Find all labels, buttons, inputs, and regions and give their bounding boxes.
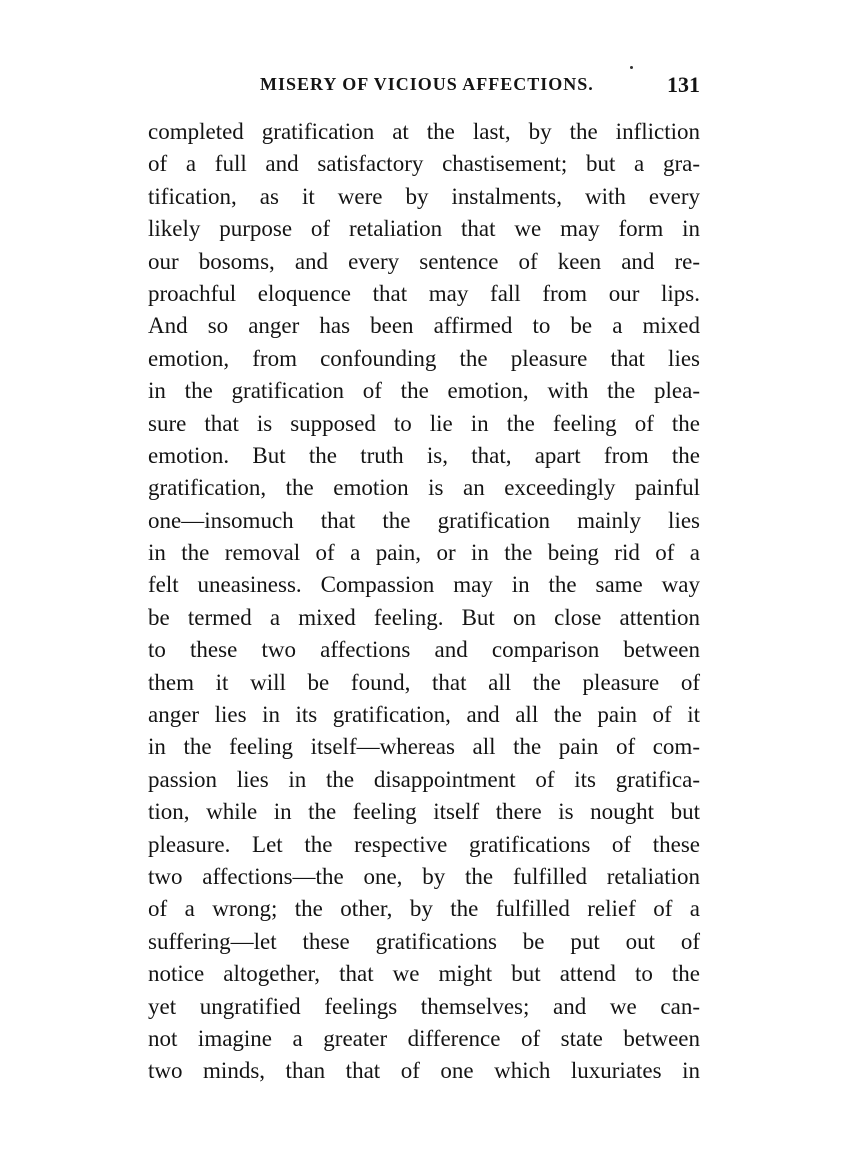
text-line: of a full and satisfactory chastisement; but a gra-: [148, 151, 700, 177]
text-line: notice altogether, that we might but attend to the: [148, 961, 700, 987]
text-line: likely purpose of retaliation that we may form in: [148, 216, 700, 242]
text-line: passion lies in the disappointment of its gratifica-: [148, 766, 700, 792]
text-line: anger lies in its gratification, and all the pain of it: [148, 702, 700, 728]
text-line: pleasure. Let the respective gratifications of these: [148, 831, 700, 857]
running-title: MISERY OF VICIOUS AFFECTIONS.: [260, 74, 594, 94]
text-line: one—insomuch that the gratification mainly lies: [148, 507, 700, 533]
text-line: in the feeling itself—whereas all the pain of com-: [148, 734, 700, 760]
page-number: 131: [667, 72, 700, 97]
text-line: gratification, the emotion is an exceedingly painful: [148, 475, 700, 501]
ink-speck: [630, 66, 633, 69]
text-line: felt uneasiness. Compassion may in the same way: [148, 572, 700, 598]
text-line: to these two affections and comparison between: [148, 637, 700, 663]
text-line: proachful eloquence that may fall from our lips.: [148, 280, 700, 306]
text-line: yet ungratified feelings themselves; and we can-: [148, 993, 700, 1019]
text-line: tification, as it were by instalments, with every: [148, 183, 700, 209]
running-head: [148, 74, 700, 104]
text-line: be termed a mixed feeling. But on close attention: [148, 604, 700, 630]
text-line: emotion, from confounding the pleasure that lies: [148, 345, 700, 371]
text-line: two minds, than that of one which luxuriates in: [148, 1058, 700, 1084]
text-line: our bosoms, and every sentence of keen and re-: [148, 248, 700, 274]
text-line: suffering—let these gratifications be put out of: [148, 928, 700, 954]
text-line: And so anger has been affirmed to be a mixed: [148, 313, 700, 339]
text-line: them it will be found, that all the pleasure of: [148, 669, 700, 695]
body-text: [148, 116, 700, 1088]
text-line: two affections—the one, by the fulfilled retaliation: [148, 863, 700, 889]
text-line: sure that is supposed to lie in the feeling of the: [148, 410, 700, 436]
text-line: tion, while in the feeling itself there is nought but: [148, 799, 700, 825]
text-line: in the gratification of the emotion, with the plea-: [148, 378, 700, 404]
text-line: emotion. But the truth is, that, apart from the: [148, 442, 700, 468]
text-line: not imagine a greater difference of state between: [148, 1025, 700, 1051]
text-line: completed gratification at the last, by the infliction: [148, 119, 700, 144]
text-line: in the removal of a pain, or in the being rid of a: [148, 540, 700, 566]
text-line: of a wrong; the other, by the fulfilled relief of a: [148, 896, 700, 922]
